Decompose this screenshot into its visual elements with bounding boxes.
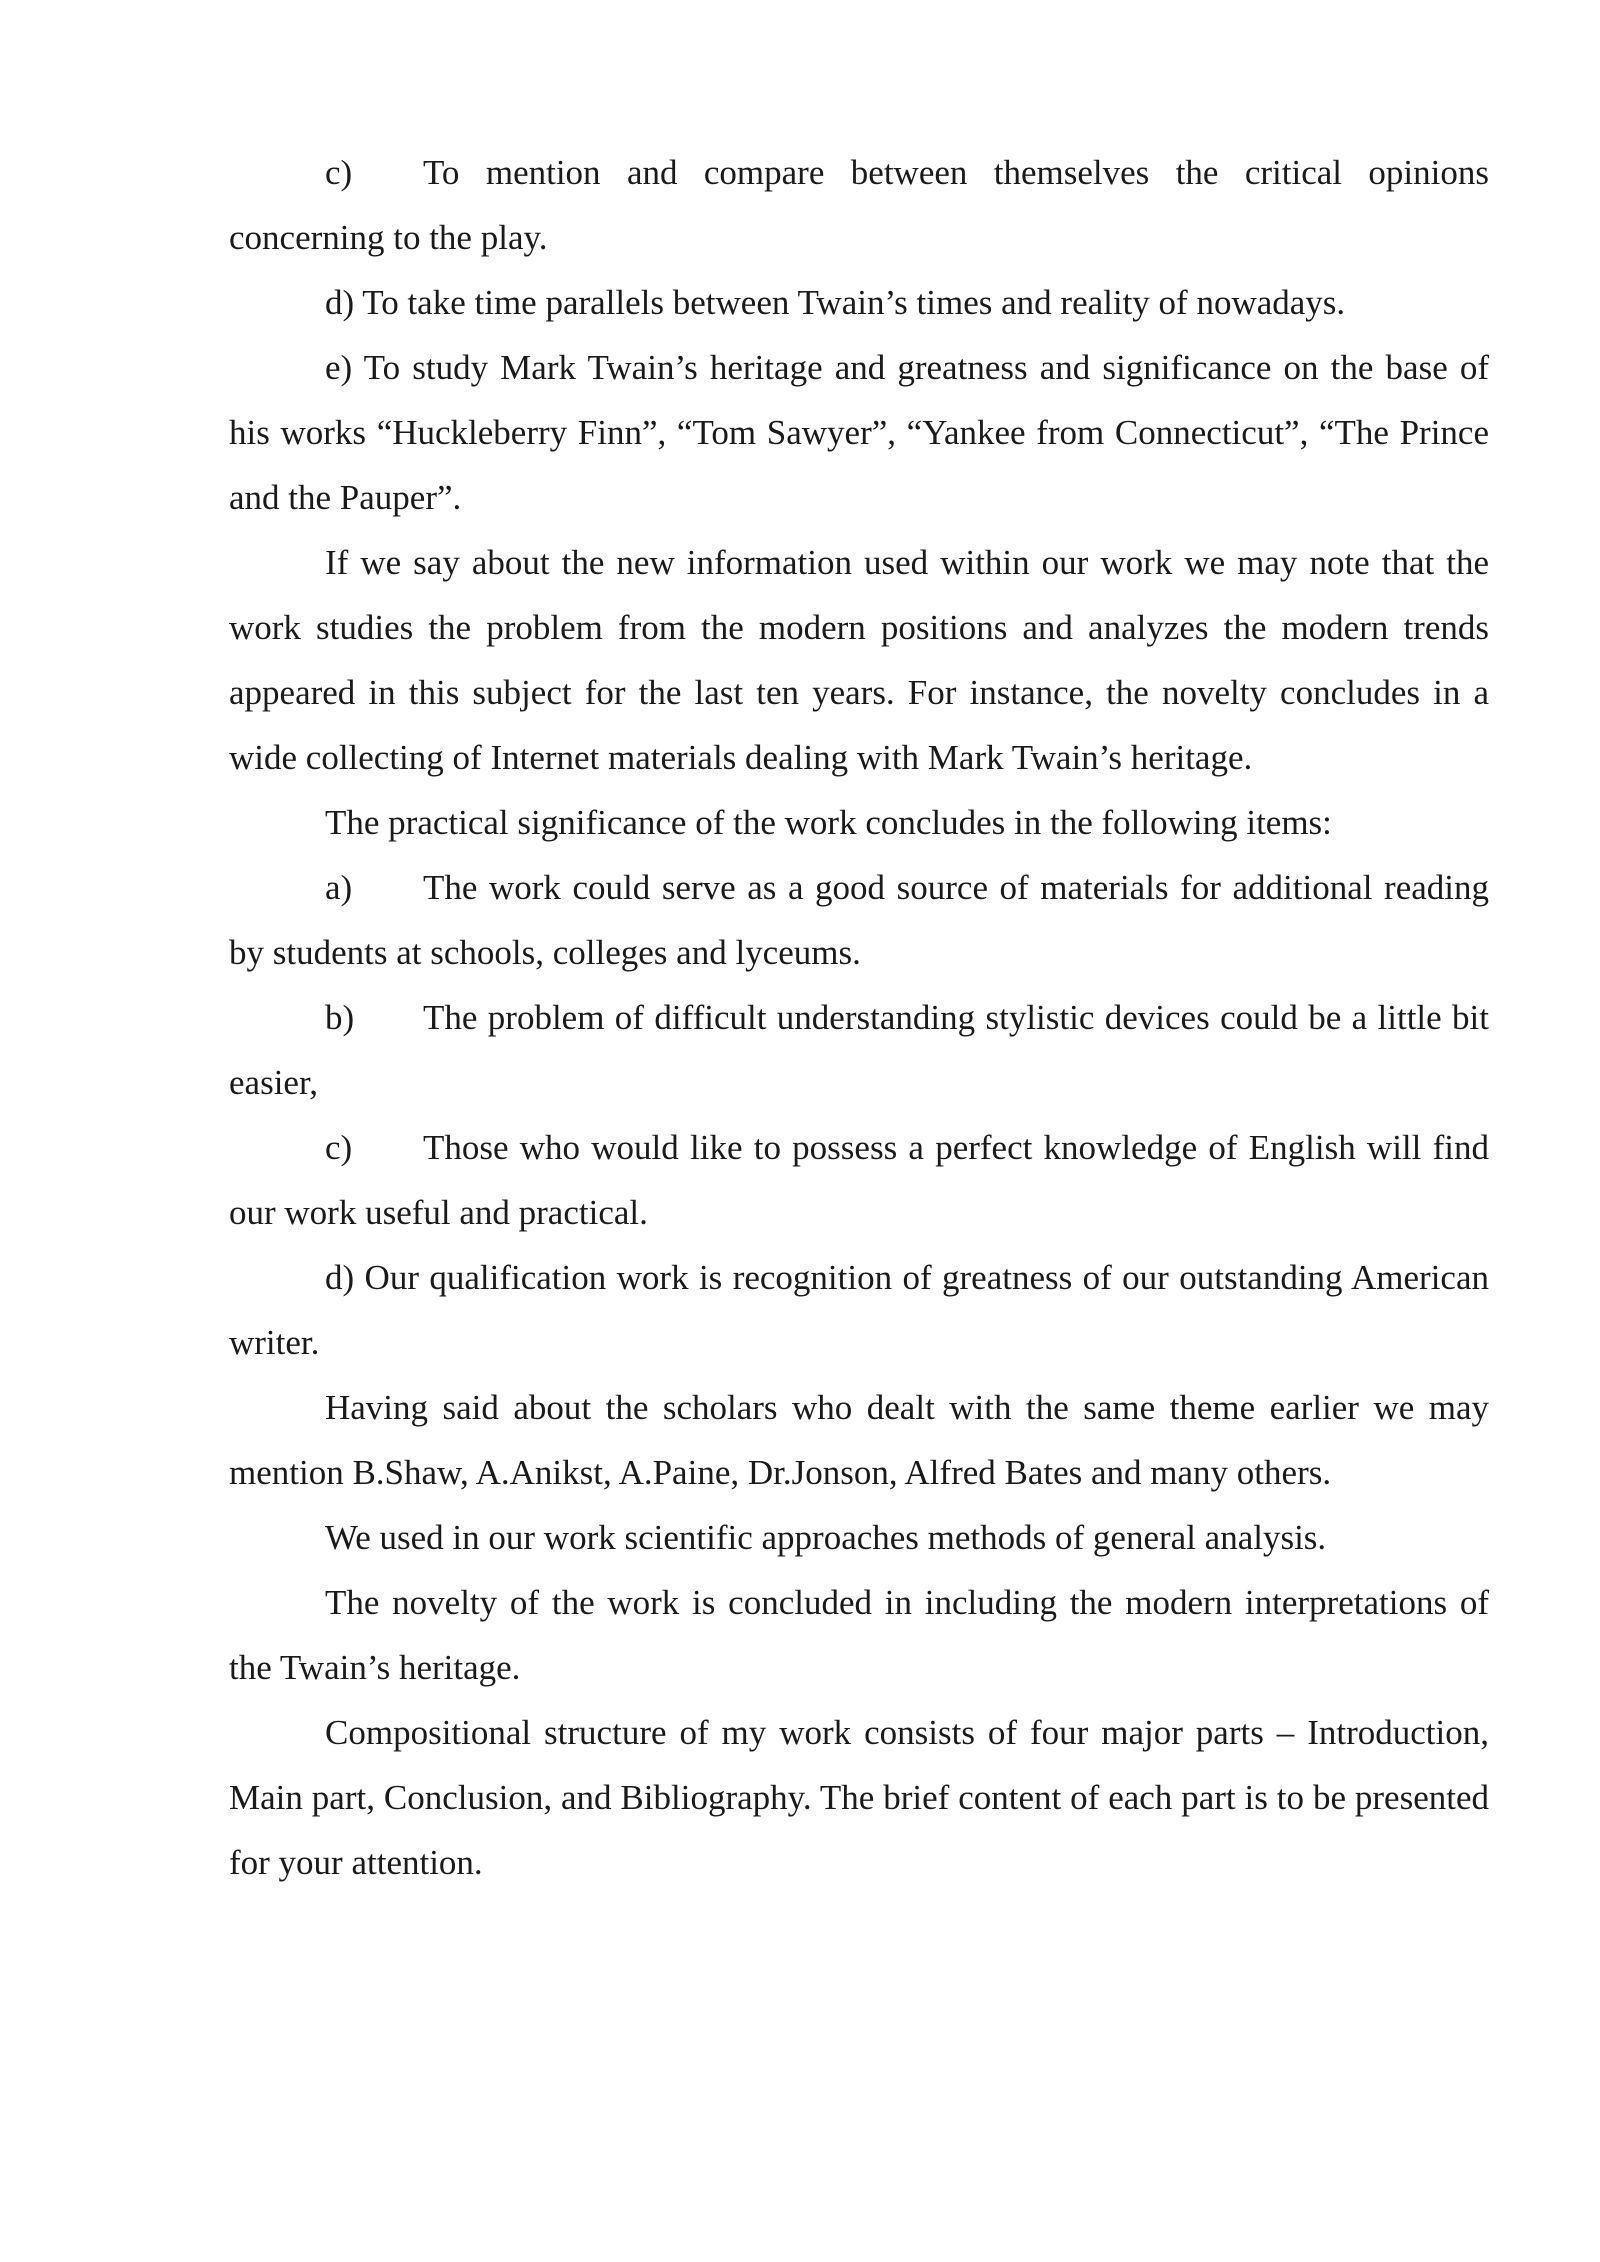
- paragraph-study-heritage: e) To study Mark Twain’s heritage and greatness and significance on the base of his works “Huckleberry Finn”, “Tom Sawyer”, “Yankee from Connecticut”, “The Prince and the Pauper”.: [229, 348, 1489, 517]
- paragraph-practical-significance: The practical significance of the work concludes in the following items:: [325, 803, 1332, 842]
- paragraph-novelty: The novelty of the work is concluded in including the modern interpretations of the Twain’s heritage.: [229, 1583, 1489, 1687]
- list-item-text: To mention and compare between themselves the critical opinions concerning to the play.: [229, 153, 1489, 257]
- list-marker: a): [325, 868, 353, 907]
- paragraph-new-information: If we say about the new information used within our work we may note that the work studies the problem from the modern positions and analyzes the modern trends appeared in this subject for the last ten years. For instance, the novelty concludes in a wide collecting of Internet materials dealing with Mark Twain’s heritage.: [229, 543, 1489, 777]
- list-item-b-stylistic: [229, 985, 1489, 1115]
- paragraph-methods: We used in our work scientific approaches methods of general analysis.: [325, 1518, 1327, 1557]
- list-item-text: Those who would like to possess a perfect knowledge of English will find our work useful and practical.: [229, 1128, 1489, 1232]
- list-item-c-opinions: [229, 140, 1489, 270]
- paragraph-structure: Compositional structure of my work consists of four major parts – Introduction, Main part, Conclusion, and Bibliography. The brief content of each part is to be presented for your attention.: [229, 1713, 1489, 1882]
- paragraph-time-parallels: d) To take time parallels between Twain’s times and reality of nowadays.: [325, 283, 1346, 322]
- list-item-c-knowledge: [229, 1115, 1489, 1245]
- list-marker: c): [325, 1128, 353, 1167]
- paragraph-scholars: Having said about the scholars who dealt with the same theme earlier we may mention B.Shaw, A.Anikst, A.Paine, Dr.Jonson, Alfred Bates and many others.: [229, 1388, 1489, 1492]
- list-item-a-source: [229, 855, 1489, 985]
- list-item-text: The problem of difficult understanding stylistic devices could be a little bit easier,: [229, 998, 1489, 1102]
- list-item-text: The work could serve as a good source of materials for additional reading by students at schools, colleges and lyceums.: [229, 868, 1489, 972]
- document-body: [229, 140, 1489, 1895]
- paragraph-qualification-work: d) Our qualification work is recognition of greatness of our outstanding American writer.: [229, 1258, 1489, 1362]
- list-marker: b): [325, 998, 355, 1037]
- list-marker: c): [325, 153, 353, 192]
